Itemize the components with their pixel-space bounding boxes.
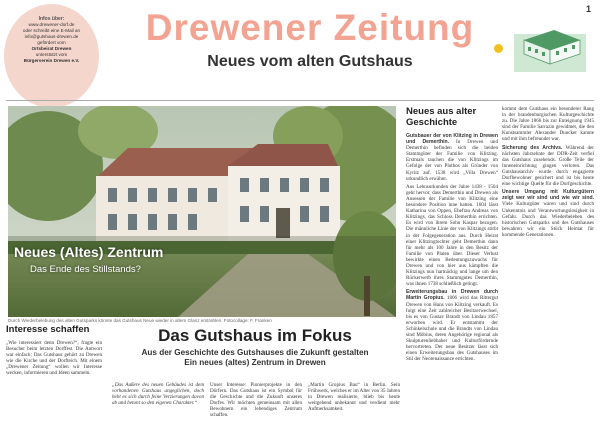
feature-column-1: „Das Äußere des neuen Gebäudes ist dem vorhandenen Gutshaus angeglichen, doch hebt es sich durch feine Verzierungen davon ab und betont so den eigenen Charakter.“: [112, 382, 204, 407]
photo-caption: Durch Wiederbelebung des alten Gutsparks könnte das Gutshaus Neue wieder in altem Glanz erstrahlen. Fotocollage: F. Franken: [8, 318, 272, 323]
continued-paragraph: [502, 189, 594, 238]
info-text: oder schreibt eine E-Mail an: [22, 28, 81, 33]
interest-text: „Wie interessiert denn Drewen?“, fragte ein Besucher beim letzten Dorffest. Die Antwort war einfach: Das Gutshaus gehört zu Drewen wie die Kirche und der Dorfteich. Mit einem „Drewener Zeitung“ wollen wir Interesse wecken, informieren und Ideen sammeln.: [6, 340, 102, 377]
info-website[interactable]: www.drewener-dorf.de: [28, 22, 75, 27]
info-text: unterstützt vom: [35, 52, 68, 57]
feature-subtitle-line2: Ein neues (altes) Zentrum in Drewen: [184, 358, 326, 367]
history-paragraph: Aus Lehnsurkunden der Jahre 1438 - 1504 geht hervor, dass Demerthin und Drewen als Ansessen der Familie von Klitzing eine besondere Position inne hatten. 1604 lässt Katharina von Oppen, Ehefrau Andreas von Klitzings, das Schloss Demerthin errichten. Es wird von ihrem Sohn Kaspar bezogen. Die männliche Linie der von Klitzings stirbt in der Folgegeneration aus. Durch Heirat einer Klitzingtochter geht Demerthin dann für mehr als 100 Jahre in den Besitz der Familie von Platen über. Dieser Verlust bewirkte einen Bedeutungszuwachs für Drewen und von hier aus kämpften die Klitzings nun hartnäckig und lange um den Rückerwerb ihres Stammgutes Demerthin, was ihnen 1738 schließlich gelingt.: [406, 183, 498, 288]
history-text: 1806 wird das Rittergut Drewen von Hans von Klitzing verkauft. Es folgt eine Zeit zahlreicher Besitzerwechsel, bis es von Gustav Brandt von Lindau 1857 erworben wird. Er entstammt der Schinkelschule und die Brandts von Lindau sind Möbius, deren Angehörige regional als Skulpturenliebhaber und Kulturfördernde hervortreten. Der neue Besitzer lässt sich einen Erweiterungsbau des Gutshauses im Stil der Neorenaissance errichten.: [406, 295, 498, 363]
interest-title: Interesse schaffen: [6, 324, 90, 335]
interest-article: [6, 324, 102, 379]
gutshaus-logo-icon: [514, 20, 586, 72]
feature-column-3: „Martin Gropius Bau“ in Berlin. Sein Frühwerk, welches er im Alter von 35 Jahren in Drewen realisierte, blieb bis heute weitgehend unbekannt und verdient mehr Aufmerksamkeit.: [308, 382, 400, 413]
gutshaus-photo: [8, 106, 396, 317]
info-sponsor: Ortsbeirat Drewen: [31, 46, 72, 51]
masthead-subtitle: Neues vom alten Gutshaus: [207, 53, 413, 70]
feature-subtitle: [110, 348, 400, 368]
history-subhead: Gutsbauer der von Klitzing in Drewen und Demerthin.: [406, 133, 498, 146]
continued-paragraph: [502, 145, 594, 188]
history-paragraph: [406, 289, 498, 362]
feature-columns: [112, 382, 400, 432]
feature-column-2: Unser Interesse: Pionierprojekte in den Dörfern. Das Gutshaus ist ein Symbol für die Geschichte und die Zukunft unseres Dorfes. Wir möchten gemeinsam mit allen Bewohnern ein lebendiges Zentrum schaffen.: [210, 382, 302, 419]
history-text: In Drewen und Demerthin befinden sich die beiden Stammgüter der Familie von Klitzing. Erstmals tauchen die von Klitzings im Gefolge der von Plothos als Gründer von Kyritz auf. 1538 wird „Villa Drewen“ urkundlich erwähnt.: [406, 139, 498, 182]
photo-overlay-title: Neues (Altes) Zentrum: [14, 244, 164, 260]
culture-subhead: Unsere Umgang mit Kulturgütern zeigt wer wir sind und wie wir sind.: [502, 189, 594, 202]
history-article-continued: [502, 106, 594, 431]
history-paragraph: [406, 133, 498, 182]
feature-subtitle-line1: Aus der Geschichte des Gutshauses die Zukunft gestalten: [141, 348, 369, 357]
archive-text: Während der nächsten Jahrzehnte der DDR-Zeit verfiel das Gutshaus zusehends. Große Teile der Inneneinrichtung gingen verloren. Das Gutshausarchiv wurde durch engagierte Dorfbewohner gesichert und ist bis heute eine wichtige Quelle für die Dorfgeschichte.: [502, 144, 594, 188]
masthead-title: Drewener Zeitung: [145, 7, 475, 48]
header-divider: [6, 100, 594, 101]
info-heading: Infos über:: [38, 16, 65, 22]
continued-paragraph: kommt dem Gutshaus ein besonderer Rang in der brandenburgischen Kulturgeschichte zu. Die Jahre 1866 bis zur Enteignung 1945 sind der Familie Sarrazin gewidmet, die den Kunstsammler Alexander Duncker kannte und mit ihm befreundet war.: [502, 106, 594, 143]
info-email[interactable]: info@gutshaus-drewen.de: [24, 34, 79, 39]
culture-text: Viele Kulturgüter waren und sind durch Unkenntnis und Verantwortungslosigkeit in Gefahr. Durch das Wiederbeleben des historischen Gutsparks und des Gutshauses bewahren wir ein Stück Heimat für kommende Generationen.: [502, 201, 594, 238]
history-subhead: Erweiterungsbau in Drewen durch Martin Gropius.: [406, 289, 498, 302]
info-bubble: [4, 4, 99, 108]
photo-overlay-subtitle: Das Ende des Stillstands?: [30, 264, 141, 275]
history-title: Neues aus alter Geschichte: [406, 106, 477, 128]
info-text: gefördert vom: [37, 40, 66, 45]
archive-subhead: Sicherung des Archivs.: [502, 144, 563, 151]
page-number: 1: [586, 4, 592, 14]
history-article: [406, 106, 498, 431]
feature-title: Das Gutshaus im Fokus: [158, 326, 352, 345]
info-supporter: Bürgerverein Drewen e.V.: [23, 58, 80, 63]
